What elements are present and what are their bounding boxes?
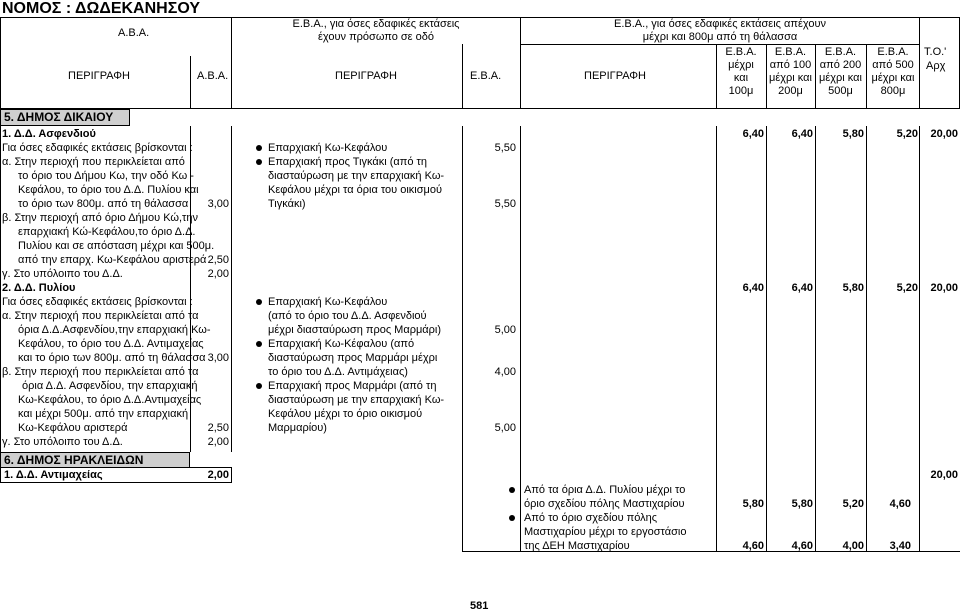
header-eva-road-1: Ε.Β.Α., για όσες εδαφικές εκτάσεις bbox=[292, 18, 460, 30]
header-eva-sea-1: Ε.Β.Α., για όσες εδαφικές εκτάσεις απέχουν bbox=[614, 18, 826, 30]
bullet-icon bbox=[256, 145, 262, 151]
s6-row1-val-3: 5,20 bbox=[842, 498, 864, 510]
header-aba-top: Α.Β.Α. bbox=[118, 27, 150, 39]
header-eva-sea-2: μέχρι και 800μ από τη θάλασσα bbox=[642, 31, 798, 43]
dd-antimachias-title: 1. Δ.Δ. Αντιμαχείας bbox=[4, 469, 103, 481]
dd-pyliou-title: 2. Δ.Δ. Πυλίου bbox=[2, 282, 76, 294]
s5-line-7: επαρχιακή Κώ-Κεφάλου,το όριο Δ.Δ. bbox=[18, 226, 196, 238]
s5-road-5: Τιγκάκι) bbox=[268, 198, 306, 210]
s6-sea-3: Από το όριο σχεδίου πόλης bbox=[524, 512, 658, 524]
s5-d2-line-6: β. Στην περιοχή που περικλείεται από τα bbox=[2, 366, 199, 378]
header-eva-road-2: έχουν πρόσωπο σε οδό bbox=[318, 31, 434, 43]
bullet-icon bbox=[256, 383, 262, 389]
bullet-icon bbox=[256, 159, 262, 165]
bullet-icon bbox=[509, 487, 515, 493]
s5-d2-road-1: Επαρχιακή Κω-Κεφάλου bbox=[268, 296, 388, 308]
s5-eva-1: 5,50 bbox=[494, 142, 516, 154]
s6-sea-1: Από τα όρια Δ.Δ. Πυλίου μέχρι το bbox=[524, 484, 686, 496]
s5-d2-road-6: το όριο του Δ.Δ. Αντιμάχειας) bbox=[268, 366, 408, 378]
header-perigrafi-1: ΠΕΡΙΓΡΑΦΗ bbox=[68, 70, 130, 82]
header-perigrafi-2: ΠΕΡΙΓΡΑΦΗ bbox=[335, 70, 397, 82]
dd-pyliou-val-5: 20,00 bbox=[930, 282, 958, 294]
s6-row2-val-4: 3,40 bbox=[889, 540, 911, 552]
s5-d2-aba-3: 2,00 bbox=[207, 436, 229, 448]
section-6-title: 6. ΔΗΜΟΣ ΗΡΑΚΛΕΙΔΩΝ bbox=[4, 453, 144, 467]
header-aba: Α.Β.Α. bbox=[197, 70, 229, 82]
s5-line-5: το όριο των 800μ. από τη θάλασσα bbox=[18, 198, 189, 210]
s6-row1-val-4: 4,60 bbox=[889, 498, 911, 510]
sub-header-1-l4: 100μ bbox=[728, 85, 754, 97]
s5-line-4: Κεφάλου, το όριο του Δ.Δ. Πυλίου και bbox=[18, 184, 199, 196]
s5-d2-line-5: και το όριο των 800μ. από τη θάλασσα bbox=[18, 352, 206, 364]
s6-to-val: 20,00 bbox=[930, 469, 958, 481]
s5-d2-road-8: διασταύρωση με την επαρχιακή Κω- bbox=[268, 394, 445, 406]
dd-asfendiou-val-3: 5,80 bbox=[842, 128, 864, 140]
dd-pyliou-val-4: 5,20 bbox=[896, 282, 918, 294]
header-to-2: Αρχ bbox=[926, 60, 946, 72]
s5-road-3: διασταύρωση με την επαρχιακή Κω- bbox=[268, 170, 445, 182]
s5-line-10: γ. Στο υπόλοιπο του Δ.Δ. bbox=[2, 268, 123, 280]
s5-line-8: Πυλίου και σε απόσταση μέχρι και 500μ. bbox=[18, 240, 215, 252]
s5-d2-eva-2: 4,00 bbox=[494, 366, 516, 378]
dd-pyliou-val-3: 5,80 bbox=[842, 282, 864, 294]
sub-header-4-l2: από 500 bbox=[872, 59, 914, 71]
s5-road-2: Επαρχιακή προς Τιγκάκι (από τη bbox=[268, 156, 427, 168]
s5-d2-line-10: Κω-Κεφάλου αριστερά bbox=[18, 422, 128, 434]
s5-road-1: Επαρχιακή Κω-Κεφάλου bbox=[268, 142, 388, 154]
s5-d2-road-4: Επαρχιακή Κω-Κέφαλου (από bbox=[268, 338, 415, 350]
sub-header-3-l2: από 200 bbox=[819, 59, 862, 71]
page-number: 581 bbox=[470, 600, 489, 612]
s5-d2-road-7: Επαρχιακή προς Μαρμάρι (από τη bbox=[268, 380, 437, 392]
s5-d2-eva-3: 5,00 bbox=[494, 422, 516, 434]
dd-asfendiou-title: 1. Δ.Δ. Ασφενδιού bbox=[2, 128, 96, 140]
s5-d2-aba-1: 3,00 bbox=[207, 352, 229, 364]
s5-line-6: β. Στην περιοχή από όριο Δήμου Κώ,την bbox=[2, 212, 199, 224]
s5-line-9: από την επαρχ. Κω-Κεφάλου αριστερά bbox=[18, 254, 207, 266]
sub-header-1-l2: μέχρι bbox=[728, 59, 754, 71]
section-5-title: 5. ΔΗΜΟΣ ΔΙΚΑΙΟΥ bbox=[4, 110, 114, 124]
s6-sea-2: όριο σχεδίου πόλης Μαστιχαρίου bbox=[524, 498, 685, 510]
sub-header-4: Ε.Β.Α. bbox=[877, 46, 909, 58]
dd-pyliou-val-1: 6,40 bbox=[742, 282, 764, 294]
bullet-icon bbox=[256, 341, 262, 347]
s5-d2-line-8: Κω-Κεφάλου, το όριο Δ.Δ.Αντιμαχείας bbox=[18, 394, 202, 406]
header-perigrafi-3: ΠΕΡΙΓΡΑΦΗ bbox=[584, 70, 646, 82]
s6-row1-val-2: 5,80 bbox=[791, 498, 813, 510]
s6-row2-val-2: 4,60 bbox=[791, 540, 813, 552]
s5-d2-aba-2: 2,50 bbox=[207, 422, 229, 434]
s5-line-1: Για όσες εδαφικές εκτάσεις βρίσκονται : bbox=[2, 142, 193, 154]
sub-header-4-l3: μέχρι και bbox=[871, 72, 915, 84]
sub-header-2-l3: μέχρι και bbox=[769, 72, 812, 84]
header-left-box bbox=[0, 17, 232, 109]
dd-asfendiou-val-1: 6,40 bbox=[742, 128, 764, 140]
s5-d2-road-5: διασταύρωση προς Μαρμάρι μέχρι bbox=[268, 352, 438, 364]
nomos-title: ΝΟΜΟΣ : ΔΩΔΕΚΑΝΗΣΟΥ bbox=[2, 0, 200, 17]
dd-asfendiou-val-2: 6,40 bbox=[791, 128, 813, 140]
dd-antimachias-aba: 2,00 bbox=[207, 469, 229, 481]
sub-header-2-l2: από 100 bbox=[769, 59, 812, 71]
sub-header-3-l4: 500μ bbox=[828, 85, 853, 97]
sub-header-2-l4: 200μ bbox=[778, 85, 803, 97]
s6-sea-4: Μαστιχαρίου μέχρι το εργοστάσιο bbox=[524, 526, 687, 538]
s5-d2-line-2: α. Στην περιοχή που περικλείεται από τα bbox=[2, 310, 199, 322]
s5-aba-2: 2,50 bbox=[207, 254, 229, 266]
header-eva: Ε.Β.Α. bbox=[470, 70, 502, 82]
s5-d2-road-3: μέχρι διασταύρωση προς Μαρμάρι) bbox=[268, 324, 442, 336]
s5-d2-road-2: (από το όριο του Δ.Δ. Ασφενδιού bbox=[268, 310, 427, 322]
sub-header-4-l4: 800μ bbox=[880, 85, 906, 97]
sub-header-1: Ε.Β.Α. bbox=[725, 46, 757, 58]
s6-row1-val-1: 5,80 bbox=[742, 498, 764, 510]
s5-d2-line-11: γ. Στο υπόλοιπο του Δ.Δ. bbox=[2, 436, 123, 448]
sub-header-1-l3: και bbox=[733, 72, 749, 84]
sub-header-3: Ε.Β.Α. bbox=[824, 46, 857, 58]
dd-pyliou-val-2: 6,40 bbox=[791, 282, 813, 294]
s6-row2-val-1: 4,60 bbox=[742, 540, 764, 552]
s5-d2-line-9: και μέχρι 500μ. από την επαρχιακή bbox=[18, 408, 189, 420]
s5-d2-line-3: όρια Δ.Δ.Ασφενδίου,την επαρχιακή Κω- bbox=[18, 324, 211, 336]
s5-road-4: Κεφάλου μέχρι τα όρια του οικισμού bbox=[268, 184, 443, 196]
s5-aba-3: 2,00 bbox=[207, 268, 229, 280]
dd-asfendiou-val-5: 20,00 bbox=[930, 128, 958, 140]
bullet-icon bbox=[509, 515, 515, 521]
s5-eva-2: 5,50 bbox=[494, 198, 516, 210]
s5-d2-road-9: Κεφάλου μέχρι το όριο οικισμού bbox=[268, 408, 423, 420]
s5-aba-1: 3,00 bbox=[207, 198, 229, 210]
s6-row2-val-3: 4,00 bbox=[842, 540, 864, 552]
s5-d2-line-7: όρια Δ.Δ. Ασφενδίου, την επαρχιακή bbox=[22, 380, 198, 392]
header-to-1: Τ.Ο.' bbox=[924, 46, 947, 58]
s5-line-2: α. Στην περιοχή που περικλείεται από bbox=[2, 156, 185, 168]
dd-asfendiou-val-4: 5,20 bbox=[896, 128, 918, 140]
s5-d2-eva-1: 5,00 bbox=[494, 324, 516, 336]
s5-d2-line-4: Κεφάλου, το όριο του Δ.Δ. Αντιμαχείας bbox=[18, 338, 204, 350]
sub-header-3-l3: μέχρι και bbox=[819, 72, 862, 84]
s5-line-3: το όριο του Δήμου Κω, την οδό Κω - bbox=[18, 170, 194, 182]
s6-sea-5: της ΔΕΗ Μαστιχαρίου bbox=[524, 540, 630, 552]
bullet-icon bbox=[256, 299, 262, 305]
sub-header-2: Ε.Β.Α. bbox=[774, 46, 807, 58]
s5-d2-line-1: Για όσες εδαφικές εκτάσεις βρίσκονται : bbox=[2, 296, 193, 308]
s5-d2-road-10: Μαρμαρίου) bbox=[268, 422, 327, 434]
